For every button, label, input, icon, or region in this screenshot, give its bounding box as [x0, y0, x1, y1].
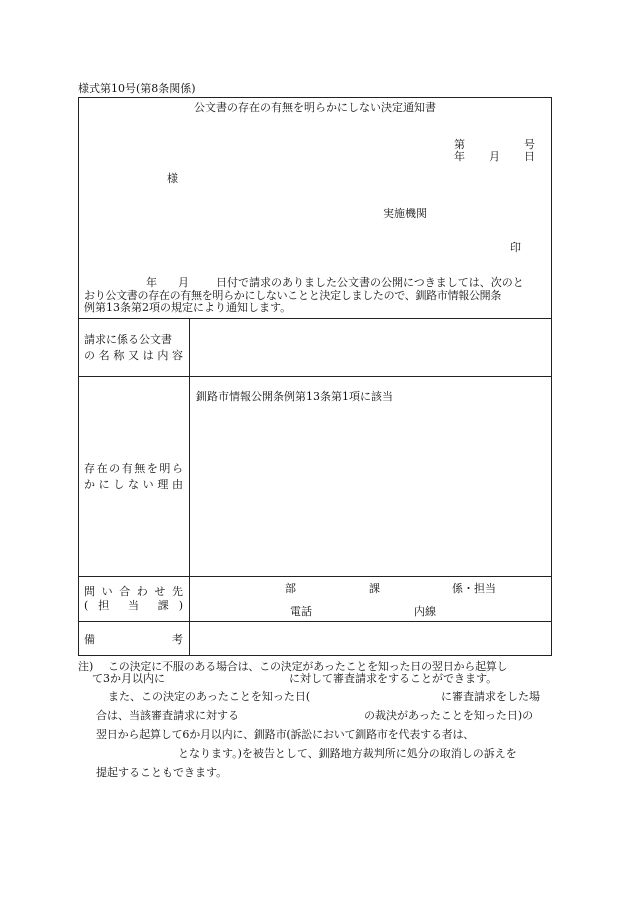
row-divider — [78, 318, 552, 319]
reason-value: 釧路市情報公開条例第13条第1項に該当 — [196, 390, 393, 403]
form-number: 様式第10号(第8条関係) — [78, 82, 196, 95]
notes-line-6: となります。)を被告として、釧路地方裁判所に処分の取消しの訴えを — [178, 747, 517, 760]
row-divider — [78, 576, 552, 577]
document-title: 公文書の存在の有無を明らかにしない決定通知書 — [194, 101, 436, 114]
reason-label-1: 存在の有無を明ら — [84, 462, 183, 475]
issuer-label: 実施機関 — [383, 207, 427, 220]
notes-line-7: 提起することもできます。 — [96, 766, 228, 779]
intro-month: 月 — [178, 276, 189, 289]
notes-line-2a: て3か月以内に — [92, 672, 165, 685]
reason-label-2: かにしない理由 — [84, 478, 183, 491]
requested-docs-label-1: 請求に係る公文書 — [84, 333, 172, 346]
intro-line-3: 例第13条第2項の規定により通知します。 — [84, 301, 292, 314]
row-divider — [78, 376, 552, 377]
contact-label-2 — [84, 599, 183, 612]
date-year: 年 — [454, 150, 465, 163]
contact-label-2-text: 担当課 — [98, 599, 169, 612]
seal-mark: 印 — [510, 241, 521, 254]
notes-line-3b: に審査請求をした場 — [441, 690, 540, 703]
number-prefix: 第 — [454, 138, 465, 151]
notes-line-2b: に対して審査請求をすることができます。 — [289, 672, 498, 685]
contact-dept: 部 — [285, 582, 296, 595]
date-month: 月 — [489, 150, 500, 163]
requested-docs-label-2: の名称又は内容 — [84, 349, 183, 362]
date-day: 日 — [524, 150, 535, 163]
remarks-label: 備考 — [84, 633, 183, 646]
contact-section: 課 — [369, 582, 380, 595]
addressee-suffix: 様 — [167, 172, 178, 185]
intro-line-1: 日付で請求のありました公文書の公開につきましては、次のと — [216, 276, 524, 289]
contact-extension: 内線 — [414, 605, 436, 618]
notes-line-3a: また、この決定のあったことを知った日( — [108, 690, 311, 703]
intro-line-2: おり公文書の存在の有無を明らかにしないことと決定しましたので、釧路市情報公開条 — [84, 289, 502, 302]
intro-year: 年 — [146, 276, 157, 289]
notes-line-5: 翌日から起算して6か月以内に、釧路市(訴訟において釧路市を代表する者は、 — [96, 728, 475, 741]
contact-phone: 電話 — [290, 605, 312, 618]
notes-line-1: この決定に不服のある場合は、この決定があったことを知った日の翌日から起算し — [108, 660, 508, 673]
column-divider — [189, 318, 190, 656]
paren-open: ( — [84, 599, 89, 612]
paren-close: ) — [178, 599, 183, 612]
contact-person: 係・担当 — [452, 582, 496, 595]
notes-marker: 注) — [78, 660, 94, 673]
number-suffix: 号 — [524, 138, 535, 151]
contact-label-1: 問い合わせ先 — [84, 585, 183, 598]
notes-line-4b: の裁決があったことを知った日)の — [364, 709, 534, 722]
notes-line-4a: 合は、当該審査請求に対する — [96, 709, 239, 722]
row-divider — [78, 621, 552, 622]
